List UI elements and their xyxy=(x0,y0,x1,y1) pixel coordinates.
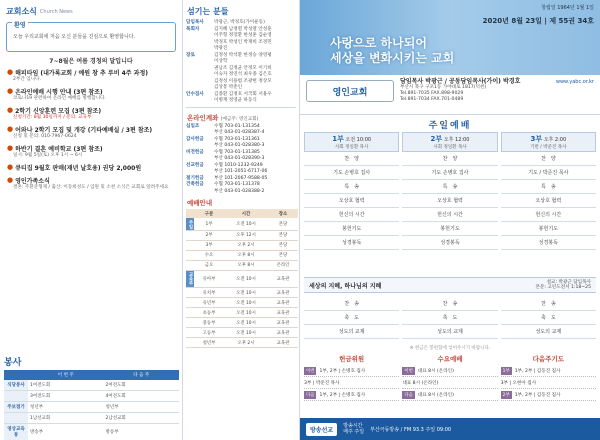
row-label xyxy=(4,391,28,402)
order-row: 찬 양 xyxy=(501,152,596,166)
closing-column xyxy=(402,297,497,339)
order-row: 성경봉독 xyxy=(501,236,596,250)
order-row: 성경봉독 xyxy=(402,236,497,250)
bullet-icon: ● xyxy=(7,163,14,171)
order-row: 성경봉독 xyxy=(304,236,399,250)
duty-title: 수요예배 xyxy=(437,355,463,363)
table-row xyxy=(186,260,298,270)
offering-subtitle: (예금주: 영인교회) xyxy=(220,116,259,122)
order-row: 찬 송 xyxy=(304,297,399,311)
broadcast-time-value: 매주 주일 xyxy=(343,429,365,435)
row-label: 주보접기 xyxy=(4,402,28,413)
news-item xyxy=(7,176,175,191)
order-row: 헌신의 시간 xyxy=(501,208,596,222)
table-cell: 오후 8시 xyxy=(224,260,268,270)
service-time: 오전 10:00 xyxy=(345,137,372,143)
table-cell: 1부 xyxy=(194,218,224,230)
service-column xyxy=(402,132,497,250)
address-line-1: 부산시 북구 구포1동 가야대로 1817(덕천) xyxy=(400,85,487,90)
table-cell: 방송부 xyxy=(104,424,180,440)
bullet-icon: ● xyxy=(7,176,14,184)
news-item xyxy=(7,144,175,159)
news-item-title: 큐티집 9월호 판매(재년 날호용) 권당 2,000원 xyxy=(15,165,142,172)
service-column xyxy=(501,132,596,250)
order-row: 찬 양 xyxy=(304,152,399,166)
table-cell: 2여전도회 xyxy=(104,380,180,391)
table-row xyxy=(186,288,298,298)
table-row xyxy=(186,270,298,287)
website-link[interactable]: www.yabc.or.kr xyxy=(555,79,594,85)
order-row: 성도의 교제 xyxy=(501,325,596,339)
bongsa-section xyxy=(4,355,179,440)
cover-panel xyxy=(300,0,600,440)
account-type: 비전헌금 xyxy=(186,149,204,155)
duty-row xyxy=(304,389,399,401)
table-cell: 3부 xyxy=(194,240,224,250)
table-header-row xyxy=(4,370,179,380)
bongsa-title: 봉사 xyxy=(4,358,22,368)
news-item-title: 하반기 결혼 예비학교 (3편 참조) xyxy=(15,146,103,153)
table-row xyxy=(186,250,298,260)
order-row: 오상호 협력 xyxy=(501,194,596,208)
duty-tag: 이번 xyxy=(306,368,315,374)
table-cell: 2부 xyxy=(194,230,224,240)
table-cell: 초등부 xyxy=(194,308,224,318)
table-cell: 교육관 xyxy=(268,338,298,348)
order-row: 특 송 xyxy=(304,180,399,194)
order-row: 특 송 xyxy=(402,180,497,194)
duty-title: 헌금위원 xyxy=(339,355,365,363)
closing-column xyxy=(304,297,399,339)
staff-names: 김종환 김정호 서국회 서용우 xyxy=(214,91,272,97)
broadcast-badge: 방송선교 xyxy=(306,423,337,436)
table-cell: 본당 xyxy=(268,240,298,250)
bullet-icon: ● xyxy=(7,87,14,95)
duty-tag: 1부 xyxy=(502,368,510,374)
order-row: 축 도 xyxy=(501,311,596,325)
table-row xyxy=(4,424,179,440)
duty-row xyxy=(402,389,497,401)
news-item-title: 온라인예배 시행 안내 (3편 참조) xyxy=(15,89,103,96)
group-label xyxy=(186,240,194,250)
welcome-title: 환영 xyxy=(14,22,26,29)
closing-columns xyxy=(304,297,596,339)
news-item-header xyxy=(7,163,175,172)
news-item-body: 코로나19 관련하여 온라인 예배를 병행합니다. xyxy=(13,96,107,101)
group-label: 주일 xyxy=(188,219,193,229)
service-header xyxy=(501,132,596,152)
sermon-title: 세상의 지혜, 하나님의 지혜 xyxy=(309,282,382,290)
table-cell: 본당 xyxy=(268,230,298,240)
staff-names: 박광진 xyxy=(214,46,228,51)
order-row: 봉헌기도 xyxy=(402,222,497,236)
broadcast-station: 부산극동방송 / FM 93.3 주일 09:00 xyxy=(370,426,452,433)
table-cell: 청년부 xyxy=(28,402,104,413)
news-item-header xyxy=(7,68,175,77)
servers-panel xyxy=(183,0,300,440)
table-cell: 오전 10시 xyxy=(224,288,268,298)
masthead xyxy=(300,0,600,75)
account-number: 수협 703-01-131361 xyxy=(214,136,260,142)
duty-tag: 2부 xyxy=(502,392,510,398)
closing-column xyxy=(501,297,596,339)
service-leader: 사회 정일환 목사 xyxy=(335,145,369,150)
account-type: 십일조 xyxy=(186,123,200,129)
staff-names: 권남조 김정균 안정모 이기희 xyxy=(214,65,272,71)
duty-column xyxy=(304,354,399,401)
service-time: 오후 2:00 xyxy=(543,137,567,143)
staff-names: 이상학 xyxy=(214,59,228,64)
table-cell: 교육관 xyxy=(268,298,298,308)
order-row: 축 도 xyxy=(304,311,399,325)
account-number: 부산 101-2067-9588-05 xyxy=(214,175,268,181)
table-header xyxy=(186,209,194,218)
week-title: 7~8월은 여름 경청의 달입니다 xyxy=(49,58,133,65)
group-label xyxy=(186,250,194,260)
table-row xyxy=(186,308,298,318)
table-row xyxy=(186,328,298,338)
duty-column xyxy=(402,354,497,401)
table-cell: 유아부 xyxy=(194,270,224,287)
duty-tag: 다음 xyxy=(404,392,413,398)
broadcast-time xyxy=(343,423,364,435)
duty-value: 1부, 2부 | 김동진 집사 xyxy=(514,392,561,398)
staff-names: 이숙자 정연석 최우종 김은호 xyxy=(214,72,272,77)
table-header: 다 음 주 xyxy=(104,370,180,380)
account-type: 선교헌금 xyxy=(186,162,204,168)
table-row xyxy=(186,230,298,240)
slogan xyxy=(330,36,454,66)
table-cell: 교육관 xyxy=(268,328,298,338)
group-label xyxy=(186,338,194,348)
table-cell: 교육관 xyxy=(268,270,298,287)
table-cell: 오전 10시 xyxy=(224,328,268,338)
order-row: 봉헌기도 xyxy=(501,222,596,236)
service-header xyxy=(304,132,399,152)
order-row: 특 송 xyxy=(501,180,596,194)
table-cell: 1남선교회 xyxy=(28,413,104,424)
divider xyxy=(186,107,296,108)
table-row xyxy=(186,318,298,328)
duty-value: 1부, 2부 | 손병호 집사 xyxy=(319,368,366,374)
duty-row xyxy=(304,365,399,377)
sermon-info xyxy=(535,280,591,291)
staff-role: 장로 xyxy=(186,52,195,58)
order-row: 기도 / 박준진 목사 xyxy=(501,166,596,180)
service-number: 2부 xyxy=(430,135,443,143)
account-number: 부산 043-01-028390-3 xyxy=(214,156,265,161)
table-cell: 유치부 xyxy=(194,288,224,298)
duty-row xyxy=(501,389,596,401)
service-header-line xyxy=(306,134,397,144)
group-label xyxy=(186,260,194,270)
service-header-line xyxy=(404,134,495,144)
bullet-icon: ● xyxy=(7,68,14,76)
row-label: 영상교육봉 xyxy=(4,424,28,440)
table-header-row xyxy=(186,209,298,218)
staff-role: 담임목사 xyxy=(186,20,204,25)
service-number: 1부 xyxy=(332,135,344,143)
table-cell: 고등부 xyxy=(194,328,224,338)
news-item-body: 일시: 9월 5일(토) 오후 1시 ~ 6시 xyxy=(13,153,83,158)
group-label: 교육부 xyxy=(188,272,193,286)
staff-names: 김지혜 남정렬 박성열 안성훈 xyxy=(214,26,272,32)
duty-value: 1부, 2부 | 손병호 집사 xyxy=(319,392,366,398)
staff-names: 김정성 이용범 조광현 정상모 xyxy=(214,78,272,84)
news-item-title: 영인가족소식 xyxy=(15,178,50,185)
welcome-box xyxy=(6,22,176,52)
news-list xyxy=(0,68,182,191)
table-row xyxy=(186,338,298,348)
order-row: 오상호 협력 xyxy=(304,194,399,208)
news-item-header xyxy=(7,106,175,115)
offering-note: ※ 헌금은 봉헌함에 넣어주시기 바랍니다. xyxy=(409,346,491,351)
table-cell: 오전 10시 xyxy=(224,218,268,230)
table-cell: 1여전도회 xyxy=(28,380,104,391)
account-number: 수협 1010-1232-9249 xyxy=(214,162,263,168)
news-title: 교회소식 xyxy=(6,7,37,16)
duty-value: 3부 | 오현아 집사 xyxy=(500,380,537,386)
group-label xyxy=(186,230,194,240)
worship-info-title: 예배안내 xyxy=(187,199,213,207)
news-item-body: 신청기간: 8월 30일까지 / 문의: 교육부 xyxy=(13,115,92,120)
news-item-title: 2학기 신앙훈련 모집 (3편 참조) xyxy=(15,108,102,115)
news-item xyxy=(7,87,175,102)
church-logo: 영인교회 xyxy=(306,80,394,102)
service-leader: 사회 정일환 목사 xyxy=(433,145,467,150)
bullet-icon: ● xyxy=(7,106,14,114)
table-cell: 청년부 xyxy=(194,338,224,348)
service-leader: 기반 / 박준진 목사 xyxy=(530,145,567,150)
order-row: 헌신의 시간 xyxy=(402,208,497,222)
table-cell: 오전 10시 xyxy=(224,308,268,318)
order-row: 성도의 교제 xyxy=(402,325,497,339)
table-row xyxy=(186,240,298,250)
table-row xyxy=(4,402,179,413)
duty-columns xyxy=(304,354,596,401)
table-cell: 유년부 xyxy=(194,298,224,308)
service-time: 오후 12:00 xyxy=(443,137,470,143)
news-item-body: 결혼: 주환준형제 / 출산: 이동희성도 / 입원 및 소천 소식은 교회로 알려주세요 xyxy=(13,185,169,190)
news-item-header xyxy=(7,125,175,134)
account-number: 수협 703-01-131354 xyxy=(214,123,260,129)
duty-row xyxy=(402,377,497,389)
news-item-header xyxy=(7,87,175,96)
staff-role: 안수집사 xyxy=(186,91,204,97)
worship-table xyxy=(186,209,298,348)
table-cell: 교육관 xyxy=(268,288,298,298)
duty-value: 대표 8시 (온라인) xyxy=(417,368,454,374)
sermon-preacher: 설교: 박광근 담임목사 xyxy=(546,279,591,285)
broadcast-footer xyxy=(300,418,600,440)
address-line-3: Tel.891-7034 FAX.701-0489 xyxy=(400,97,464,102)
news-item-title: 어와나 2학기 모집 및 개강 (기타예배실 / 3편 참조) xyxy=(15,127,153,134)
account-number: 부산 043-01-028387-4 xyxy=(214,130,265,135)
table-row xyxy=(4,391,179,402)
duty-row xyxy=(402,365,497,377)
service-number: 3부 xyxy=(530,135,543,143)
staff-names: 박광근, 박경호(가이운동) xyxy=(214,20,265,25)
duty-value: 대표 8시 (온라인) xyxy=(417,392,454,398)
duty-value: 1부, 2부 | 김동진 집사 xyxy=(514,368,561,374)
news-item-body: 2부간 입니다. xyxy=(13,77,42,82)
table-cell: 오후 8시 xyxy=(224,250,268,260)
table-cell: 오후 2시 xyxy=(224,240,268,250)
account-number: 수협 703-01-131385 xyxy=(214,149,260,155)
staff-names: 이주형 정장환 한성훈 김순영 xyxy=(214,33,272,38)
sermon-text: 본문: 고린도전서 1:18~25 xyxy=(535,285,591,290)
staff-names: 이병재 정영균 하동식 xyxy=(214,98,257,103)
table-cell: 오전 10시 xyxy=(224,318,268,328)
staff-role: 목회자 xyxy=(186,26,200,32)
account-type: 감사헌금 xyxy=(186,136,204,142)
slogan-line-1: 사랑으로 하나되어 xyxy=(330,36,427,50)
table-cell: 오후 2시 xyxy=(224,338,268,348)
table-cell: 온라인 xyxy=(268,260,298,270)
order-row: 기도 손병호 집사 xyxy=(304,166,399,180)
account-number: 부산 101-2051-6717-06 xyxy=(214,169,268,174)
table-row xyxy=(4,413,179,424)
table-header: 구분 xyxy=(194,209,224,218)
table-cell: 3여전도회 xyxy=(28,391,104,402)
order-row: 봉헌기도 xyxy=(304,222,399,236)
duty-value: 3부 | 박준진 목사 xyxy=(304,380,340,386)
table-cell: 수요 xyxy=(194,250,224,260)
news-item xyxy=(7,68,175,83)
service-header xyxy=(402,132,497,152)
duty-value: 대표 8시 (온라인) xyxy=(402,380,439,386)
bongsa-table xyxy=(4,370,179,440)
staff-list xyxy=(183,20,299,105)
news-item-header xyxy=(7,176,175,185)
staff-names: 김정성 박석환 한정승 양영평 xyxy=(214,52,272,58)
group-label xyxy=(186,328,194,338)
table-cell: 중등부 xyxy=(194,318,224,328)
table-header: 장소 xyxy=(268,209,298,218)
duty-row xyxy=(501,377,596,389)
staff-role xyxy=(186,98,214,105)
order-row: 헌신의 시간 xyxy=(304,208,399,222)
duty-column xyxy=(501,354,596,401)
row-label: 식당봉사 xyxy=(4,380,28,391)
order-row: 성도의 교제 xyxy=(304,325,399,339)
address-line-2: Tel.891-7035 FAX.898-9029 xyxy=(400,91,464,96)
welcome-text: 오늘 우리교회에 처음 오신 분들을 진심으로 환영합니다. xyxy=(13,34,136,40)
group-label xyxy=(186,298,194,308)
brand-bar xyxy=(300,75,600,115)
account-number: 수협 703-01-131378 xyxy=(214,182,260,187)
sunday-service-title: 주일예배 xyxy=(428,121,472,131)
service-header-line xyxy=(503,134,594,144)
table-header: 이 번 주 xyxy=(28,370,104,380)
offering-title: 온라인계좌 xyxy=(187,113,219,122)
table-cell: 교육관 xyxy=(268,308,298,318)
news-item-header xyxy=(7,144,175,153)
news-item xyxy=(7,125,175,140)
table-cell: 본당 xyxy=(268,250,298,260)
founding-date: 창립일 1964년 1월 1일 xyxy=(541,5,594,11)
pastors: 담임목사 박광근 / 공동담임목사(가이) 박경호 xyxy=(400,78,521,85)
issue-date: 2020년 8월 23일 | 제 55권 34호 xyxy=(482,17,594,25)
table-cell: 청년부 xyxy=(104,402,180,413)
news-item-title: 해피타임 (내가록교회 / 예원 창 추 루비 4주 과정) xyxy=(15,70,148,77)
account-number: 부산 043-01-028380-3 xyxy=(214,143,265,148)
news-item xyxy=(7,163,175,172)
service-column xyxy=(304,132,399,250)
news-header xyxy=(0,0,182,20)
table-cell: 4여전도회 xyxy=(104,391,180,402)
row-label xyxy=(4,413,28,424)
bullet-icon: ● xyxy=(7,125,14,133)
table-cell: 본당 xyxy=(268,218,298,230)
table-cell: 2남선교회 xyxy=(104,413,180,424)
table-header xyxy=(4,370,28,380)
group-label xyxy=(186,288,194,298)
table-cell: 오전 10시 xyxy=(224,270,268,287)
order-row: 축 도 xyxy=(402,311,497,325)
account-type xyxy=(186,189,214,196)
order-row: 찬 송 xyxy=(501,297,596,311)
church-news-panel xyxy=(0,0,183,440)
slogan-line-2: 세상을 변화시키는 교회 xyxy=(330,51,455,65)
account-list xyxy=(183,124,299,196)
table-cell: 오전 10시 xyxy=(224,298,268,308)
table-cell: 교육관 xyxy=(268,318,298,328)
table-cell: 금요 xyxy=(194,260,224,270)
sermon-bar xyxy=(304,277,596,293)
offering-header xyxy=(183,110,299,124)
table-cell: 오후 12시 xyxy=(224,230,268,240)
bullet-icon: ● xyxy=(7,144,14,152)
duty-title: 다음주기도 xyxy=(532,355,565,363)
table-header: 시간 xyxy=(224,209,268,218)
table-row xyxy=(186,218,298,230)
order-row: 찬 양 xyxy=(402,152,497,166)
order-row: 오상호 협력 xyxy=(402,194,497,208)
staff-names: 박경호 박성인 박재희 조경민 xyxy=(214,39,272,45)
staff-names: 김상봉 박춘인 xyxy=(214,85,243,90)
account-type: 절기헌금 xyxy=(186,175,204,181)
table-cell: 방송부 xyxy=(28,424,104,440)
table-row xyxy=(4,380,179,391)
broadcast-time-label: 방송시간 xyxy=(343,423,363,429)
duty-row xyxy=(501,365,596,377)
duty-tag: 다음 xyxy=(306,392,315,398)
group-label xyxy=(186,318,194,328)
news-subtitle: Church News xyxy=(39,8,73,15)
account-number: 부산 043-01-028388-2 xyxy=(214,188,265,194)
account-type: 건축헌금 xyxy=(186,182,204,187)
service-columns xyxy=(304,132,596,250)
duty-tag: 이번 xyxy=(404,368,413,374)
order-row: 찬 송 xyxy=(402,297,497,311)
group-label xyxy=(186,308,194,318)
servers-title: 섬기는 분들 xyxy=(187,7,229,16)
duty-row xyxy=(304,377,399,389)
news-item-body: 신청 및 문의: 010-7967-0624 xyxy=(13,134,77,139)
order-row: 기도 손병호 집사 xyxy=(402,166,497,180)
table-row xyxy=(186,298,298,308)
news-item xyxy=(7,106,175,121)
staff-row xyxy=(183,98,299,105)
